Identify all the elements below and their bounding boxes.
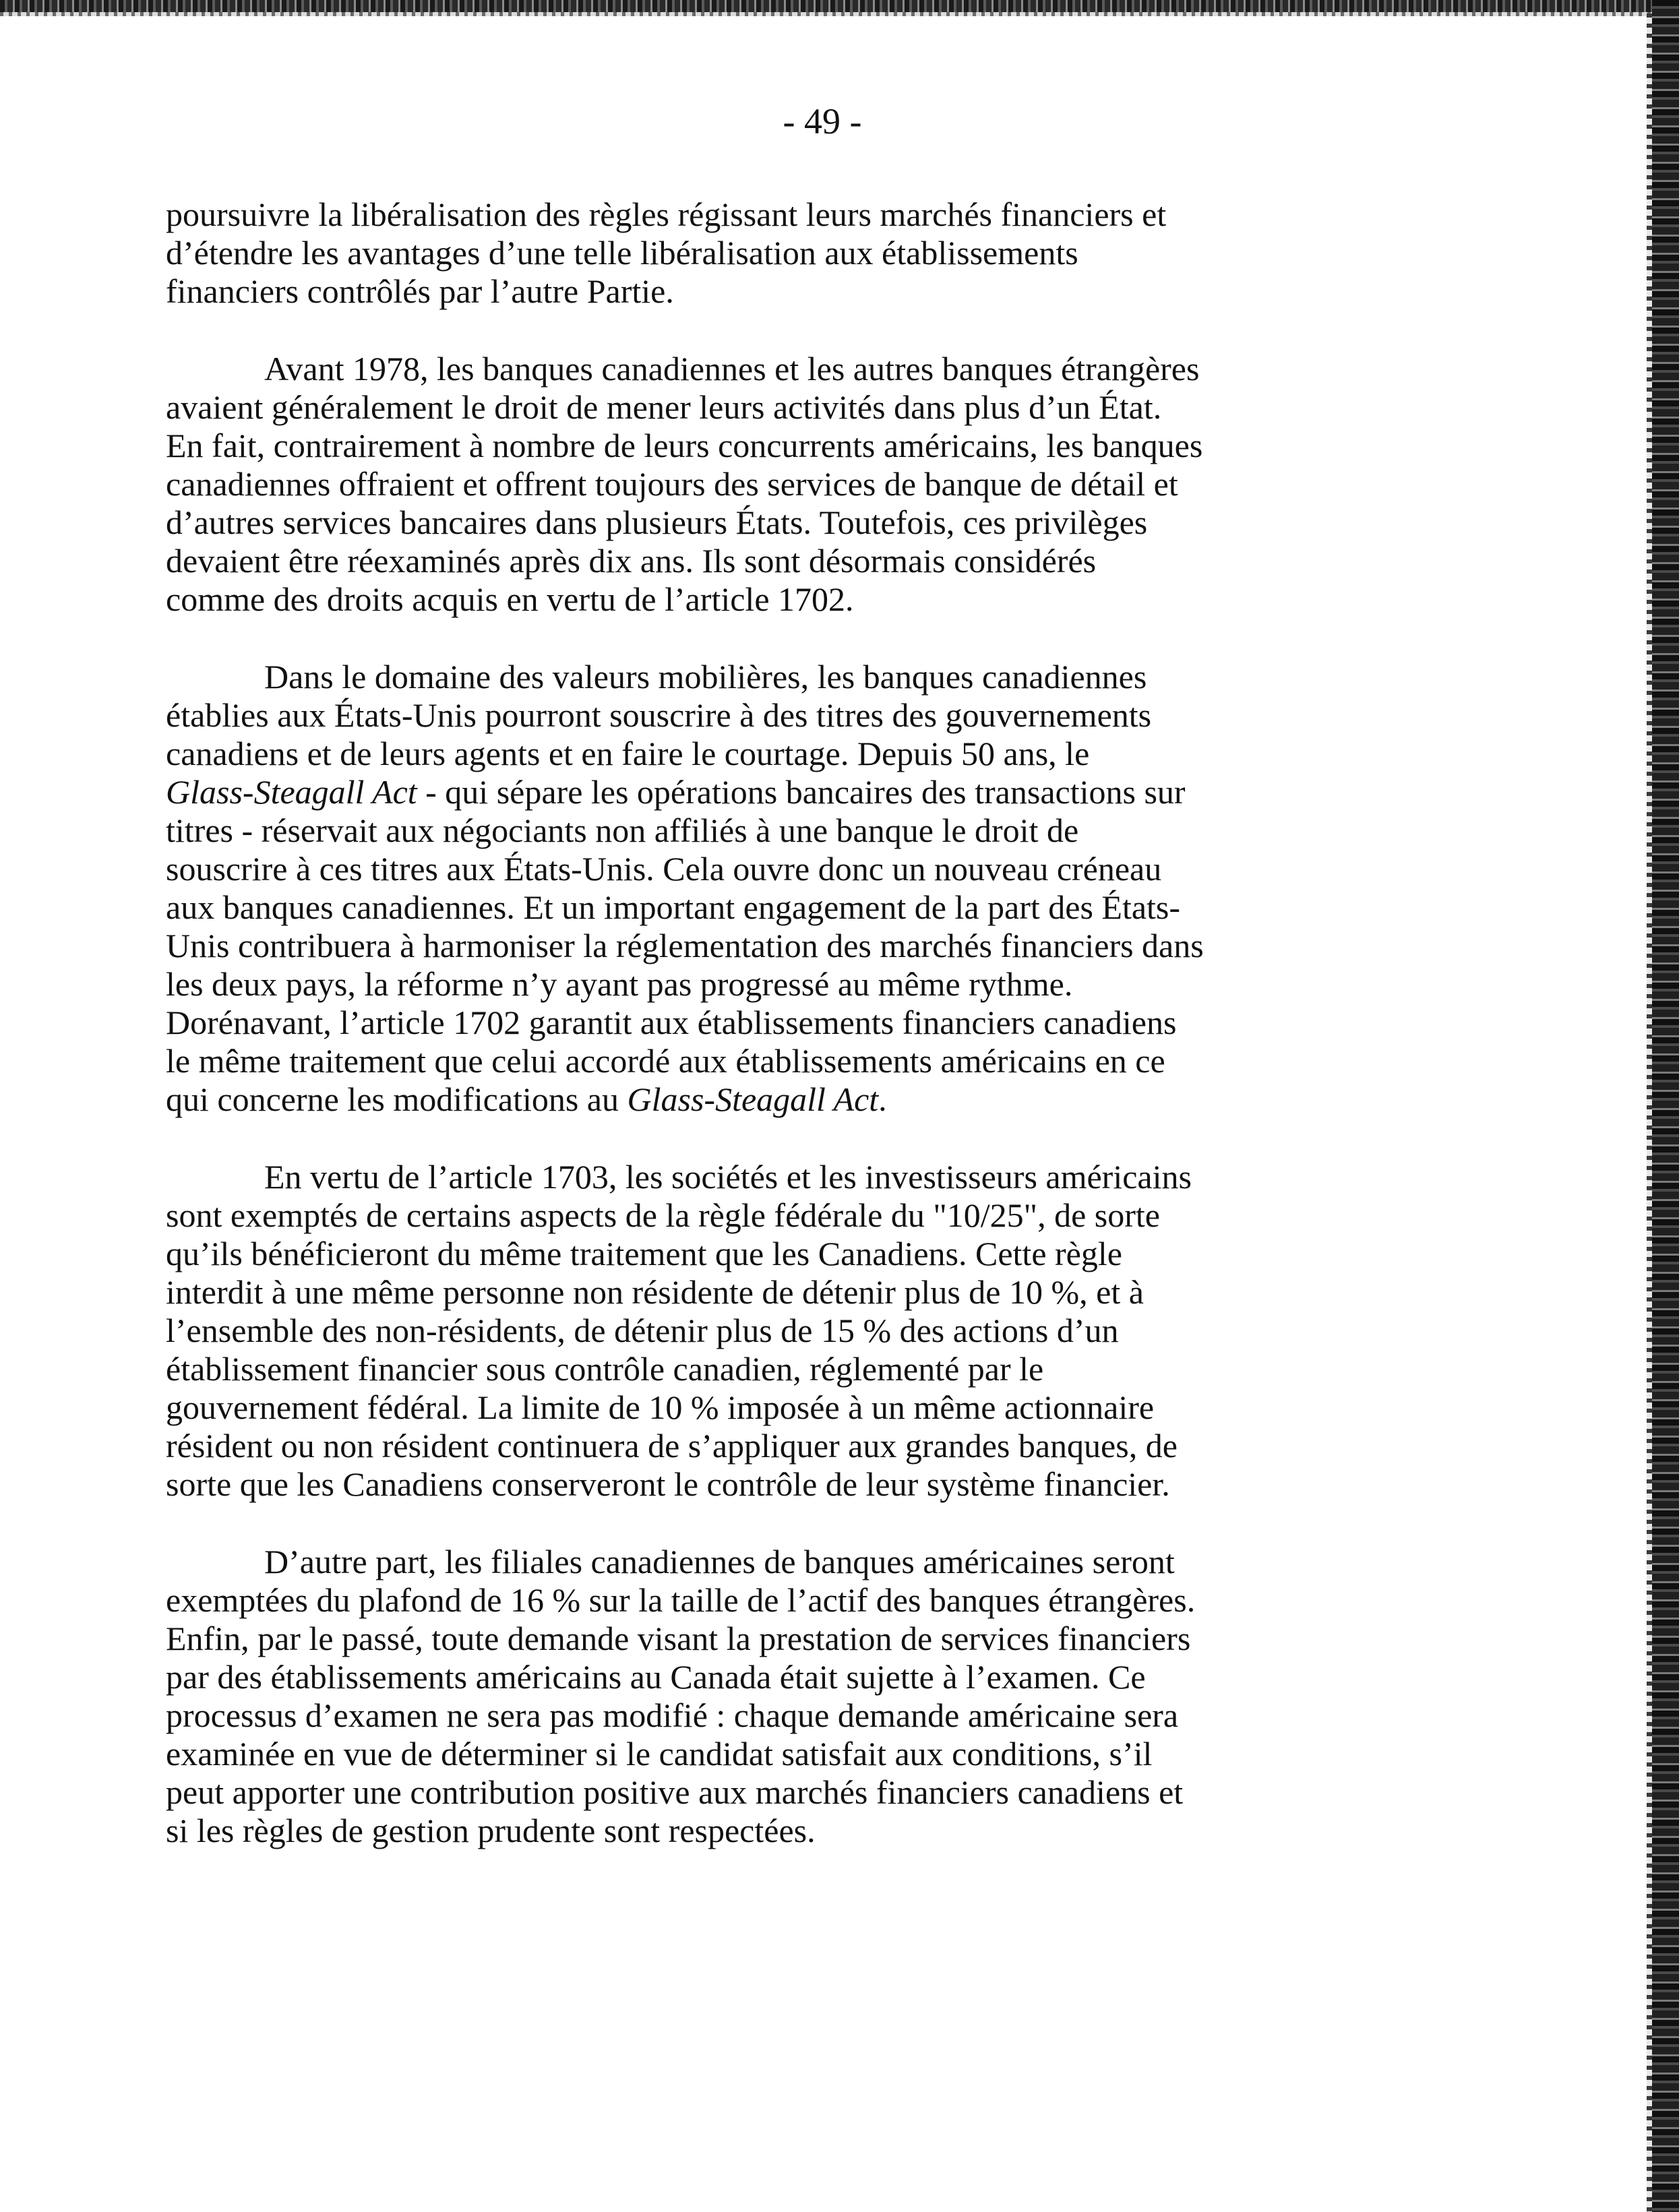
text-line: poursuivre la libéralisation des règles régissant leurs marchés financiers et (166, 195, 1167, 233)
text-line: examinée en vue de déterminer si le candidat satisfait aux conditions, s’il (166, 1735, 1153, 1773)
text-line: financiers contrôlés par l’autre Partie. (166, 272, 674, 310)
text-line (166, 773, 1393, 811)
document-body (166, 195, 1393, 1889)
text-line: avaient généralement le droit de mener leurs activités dans plus d’un État. (166, 388, 1162, 426)
text-segment: qui concerne les modifications au (166, 1080, 628, 1118)
paragraph-3 (166, 658, 1393, 1119)
text-line: d’autres services bancaires dans plusieurs États. Toutefois, ces privilèges (166, 503, 1148, 541)
paragraph-4 (166, 1158, 1393, 1504)
text-line: comme des droits acquis en vertu de l’article 1702. (166, 580, 854, 618)
text-line: Avant 1978, les banques canadiennes et les autres banques étrangères (264, 350, 1200, 388)
text-line: Unis contribuera à harmoniser la réglementation des marchés financiers dans (166, 927, 1204, 964)
text-line: résident ou non résident continuera de s’appliquer aux grandes banques, de (166, 1427, 1178, 1465)
text-line: l’ensemble des non-résidents, de détenir plus de 15 % des actions d’un (166, 1312, 1119, 1349)
text-segment: - qui sépare les opérations bancaires des transactions sur (417, 773, 1186, 811)
text-line: d’étendre les avantages d’une telle libéralisation aux établissements (166, 234, 1078, 272)
text-line: sorte que les Canadiens conserveront le contrôle de leur système financier. (166, 1465, 1170, 1503)
act-title: Glass-Steagall Act (627, 1080, 879, 1118)
text-line: si les règles de gestion prudente sont respectées. (166, 1812, 816, 1849)
text-line: titres - réservait aux négociants non affiliés à une banque le droit de (166, 811, 1079, 849)
text-line (166, 1080, 1393, 1119)
act-title: Glass-Steagall Act (166, 773, 417, 811)
text-segment: . (878, 1080, 887, 1118)
text-line: processus d’examen ne sera pas modifié : chaque demande américaine sera (166, 1696, 1179, 1734)
text-line: Dans le domaine des valeurs mobilières, les banques canadiennes (264, 658, 1147, 696)
text-line: canadiens et de leurs agents et en faire le courtage. Depuis 50 ans, le (166, 735, 1090, 772)
text-line: le même traitement que celui accordé aux établissements américains en ce (166, 1042, 1165, 1080)
text-line: établissement financier sous contrôle canadien, réglementé par le (166, 1350, 1044, 1388)
paragraph-5 (166, 1543, 1393, 1850)
text-line: En vertu de l’article 1703, les sociétés et les investisseurs américains (264, 1158, 1192, 1196)
text-line: sont exemptés de certains aspects de la règle fédérale du "10/25", de sorte (166, 1196, 1160, 1234)
text-line: par des établissements américains au Canada était sujette à l’examen. Ce (166, 1658, 1146, 1696)
text-line: aux banques canadiennes. Et un important engagement de la part des États- (166, 888, 1181, 926)
scan-border-right (1652, 0, 1679, 2212)
text-line: établies aux États-Unis pourront souscrire à des titres des gouvernements (166, 696, 1152, 734)
paragraph-1 (166, 195, 1393, 311)
text-line: peut apporter une contribution positive aux marchés financiers canadiens et (166, 1773, 1184, 1811)
scan-border-top-fade (0, 12, 1679, 16)
text-line: D’autre part, les filiales canadiennes de banques américaines seront (264, 1543, 1175, 1580)
text-line: Dorénavant, l’article 1702 garantit aux établissements financiers canadiens (166, 1004, 1177, 1041)
text-line: canadiennes offraient et offrent toujours des services de banque de détail et (166, 465, 1178, 503)
text-line: exemptées du plafond de 16 % sur la taille de l’actif des banques étrangères. (166, 1581, 1196, 1619)
text-line: Enfin, par le passé, toute demande visant la prestation de services financiers (166, 1620, 1191, 1657)
text-line: souscrire à ces titres aux États-Unis. Cela ouvre donc un nouveau créneau (166, 850, 1162, 888)
text-line: gouvernement fédéral. La limite de 10 % imposée à un même actionnaire (166, 1388, 1155, 1426)
scan-border-right-edge (1647, 13, 1652, 2212)
text-line: En fait, contrairement à nombre de leurs concurrents américains, les banques (166, 427, 1203, 464)
page-number: - 49 - (783, 101, 862, 142)
text-line: devaient être réexaminés après dix ans. Ils sont désormais considérés (166, 542, 1097, 580)
text-line: les deux pays, la réforme n’y ayant pas progressé au même rythme. (166, 965, 1073, 1003)
text-line: interdit à une même personne non résidente de détenir plus de 10 %, et à (166, 1273, 1144, 1311)
text-line: qu’ils bénéficieront du même traitement que les Canadiens. Cette règle (166, 1235, 1122, 1272)
paragraph-2 (166, 350, 1393, 619)
scan-border-top (0, 0, 1679, 12)
